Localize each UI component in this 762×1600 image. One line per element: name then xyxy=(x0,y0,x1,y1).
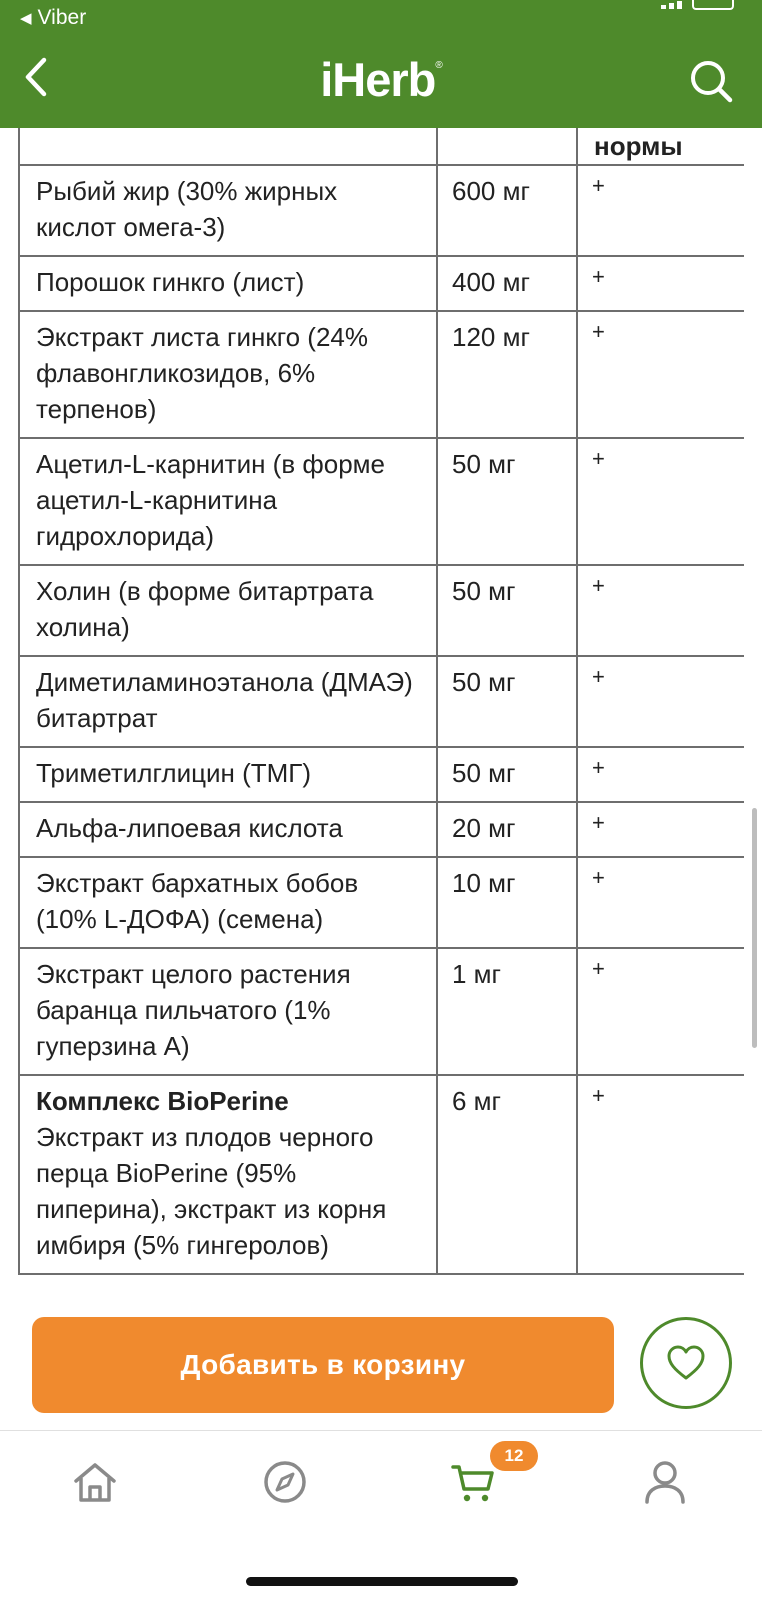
table-row xyxy=(19,165,744,256)
status-indicators xyxy=(661,0,734,10)
table-row xyxy=(19,747,744,802)
search-icon[interactable] xyxy=(688,58,734,104)
complex-cell xyxy=(19,1075,437,1274)
app-header xyxy=(0,0,762,128)
ingredient-amount: 20 мг xyxy=(437,802,577,857)
ingredient-name: Рыбий жир (30% жирных кислот омега-3) xyxy=(19,165,437,256)
back-triangle-icon: ◀ xyxy=(20,10,32,27)
account-icon[interactable] xyxy=(642,1459,688,1505)
table-row xyxy=(19,948,744,1075)
explore-compass-icon[interactable] xyxy=(262,1459,308,1505)
table-row-complex xyxy=(19,1075,744,1274)
table-row xyxy=(19,857,744,948)
registered-mark: ® xyxy=(435,60,442,71)
daily-value-mark: + xyxy=(577,165,744,256)
action-bar xyxy=(0,1300,762,1430)
daily-value-mark: + xyxy=(577,747,744,802)
ingredient-amount: 600 мг xyxy=(437,165,577,256)
cart-count-badge: 12 xyxy=(490,1441,538,1471)
ingredient-name: Триметилглицин (ТМГ) xyxy=(19,747,437,802)
table-row xyxy=(19,565,744,656)
return-app-label: Viber xyxy=(37,6,87,29)
ingredient-amount: 1 мг xyxy=(437,948,577,1075)
daily-value-mark: + xyxy=(577,802,744,857)
ingredient-name: Экстракт листа гинкго (24% флавонгликозидов, 6% терпенов) xyxy=(19,311,437,438)
logo-text: iHerb xyxy=(320,53,436,106)
complex-title: Комплекс BioPerine xyxy=(36,1086,289,1116)
return-to-app-link[interactable] xyxy=(20,6,86,30)
header-cell-dv: нормы xyxy=(577,128,744,165)
daily-value-mark: + xyxy=(577,656,744,747)
favorite-button[interactable] xyxy=(640,1317,732,1409)
ingredient-amount: 50 мг xyxy=(437,656,577,747)
ingredient-name: Экстракт целого растения баранца пильчатого (1% гуперзина А) xyxy=(19,948,437,1075)
daily-value-mark: + xyxy=(577,857,744,948)
ingredient-name: Холин (в форме битартрата холина) xyxy=(19,565,437,656)
table-header-row xyxy=(19,128,744,165)
table-row xyxy=(19,311,744,438)
ingredient-amount: 50 мг xyxy=(437,747,577,802)
daily-value-mark: + xyxy=(577,565,744,656)
table-row xyxy=(19,256,744,311)
ingredient-name: Порошок гинкго (лист) xyxy=(19,256,437,311)
bottom-nav xyxy=(0,1431,762,1600)
heart-icon xyxy=(666,1345,706,1381)
home-indicator[interactable] xyxy=(246,1577,518,1586)
daily-value-mark: + xyxy=(577,438,744,565)
home-icon[interactable] xyxy=(72,1459,118,1505)
table-row xyxy=(19,438,744,565)
daily-value-mark: + xyxy=(577,256,744,311)
ingredient-amount: 50 мг xyxy=(437,438,577,565)
cart-icon[interactable] xyxy=(450,1459,496,1505)
daily-value-mark: + xyxy=(577,948,744,1075)
ingredient-name: Альфа-липоевая кислота xyxy=(19,802,437,857)
iherb-logo[interactable] xyxy=(0,52,762,107)
ingredient-amount: 120 мг xyxy=(437,311,577,438)
signal-icon xyxy=(661,1,682,9)
table-row xyxy=(19,802,744,857)
header-cell-name xyxy=(19,128,437,165)
ingredient-amount: 10 мг xyxy=(437,857,577,948)
table-row xyxy=(19,656,744,747)
ingredient-name: Ацетил-L-карнитин (в форме ацетил-L-карнитина гидрохлорида) xyxy=(19,438,437,565)
complex-description: Экстракт из плодов черного перца BioPerine (95% пиперина), экстракт из корня имбиря (5% гингеролов) xyxy=(36,1122,387,1260)
add-to-cart-button[interactable]: Добавить в корзину xyxy=(32,1317,614,1413)
ingredient-amount: 6 мг xyxy=(437,1075,577,1274)
daily-value-mark: + xyxy=(577,1075,744,1274)
daily-value-mark: + xyxy=(577,311,744,438)
ingredient-amount: 50 мг xyxy=(437,565,577,656)
ingredient-name: Экстракт бархатных бобов (10% L-ДОФА) (семена) xyxy=(19,857,437,948)
battery-icon xyxy=(692,0,734,10)
supplement-facts-table xyxy=(18,128,744,1300)
header-cell-amount xyxy=(437,128,577,165)
ingredient-amount: 400 мг xyxy=(437,256,577,311)
scrollbar[interactable] xyxy=(752,808,757,1048)
ingredient-name: Диметиламиноэтанола (ДМАЭ) битартрат xyxy=(19,656,437,747)
